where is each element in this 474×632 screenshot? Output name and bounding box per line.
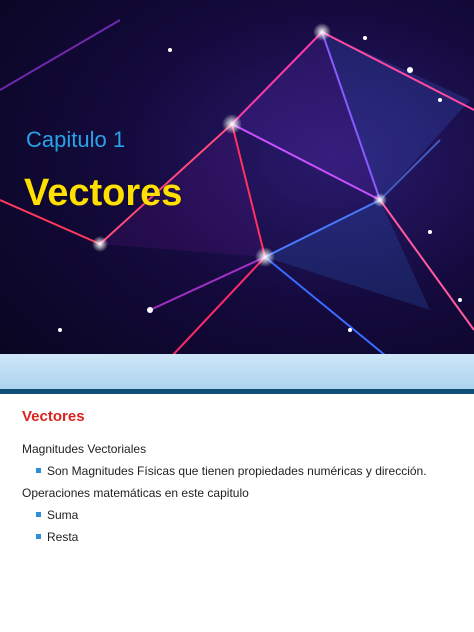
cover-title: Vectores [24,172,183,214]
bullet-icon [36,534,41,539]
list-item: Magnitudes Vectoriales [22,442,147,456]
list-item: Operaciones matemáticas en este capitulo [22,486,249,500]
page-content [22,408,462,551]
list-item [22,507,462,529]
divider-band [0,354,474,392]
divider-line [0,389,474,394]
bullet-icon [36,512,41,517]
bullet-text: Son Magnitudes Físicas que tienen propiedades numéricas y dirección. [47,464,427,478]
bullet-icon [36,468,41,473]
chapter-label: Capitulo 1 [26,127,126,152]
list-item [22,529,462,551]
section-title: Vectores [22,408,85,425]
bullet-text: Suma [47,508,79,522]
bullet-text: Resta [47,530,79,544]
list-item [22,463,462,485]
